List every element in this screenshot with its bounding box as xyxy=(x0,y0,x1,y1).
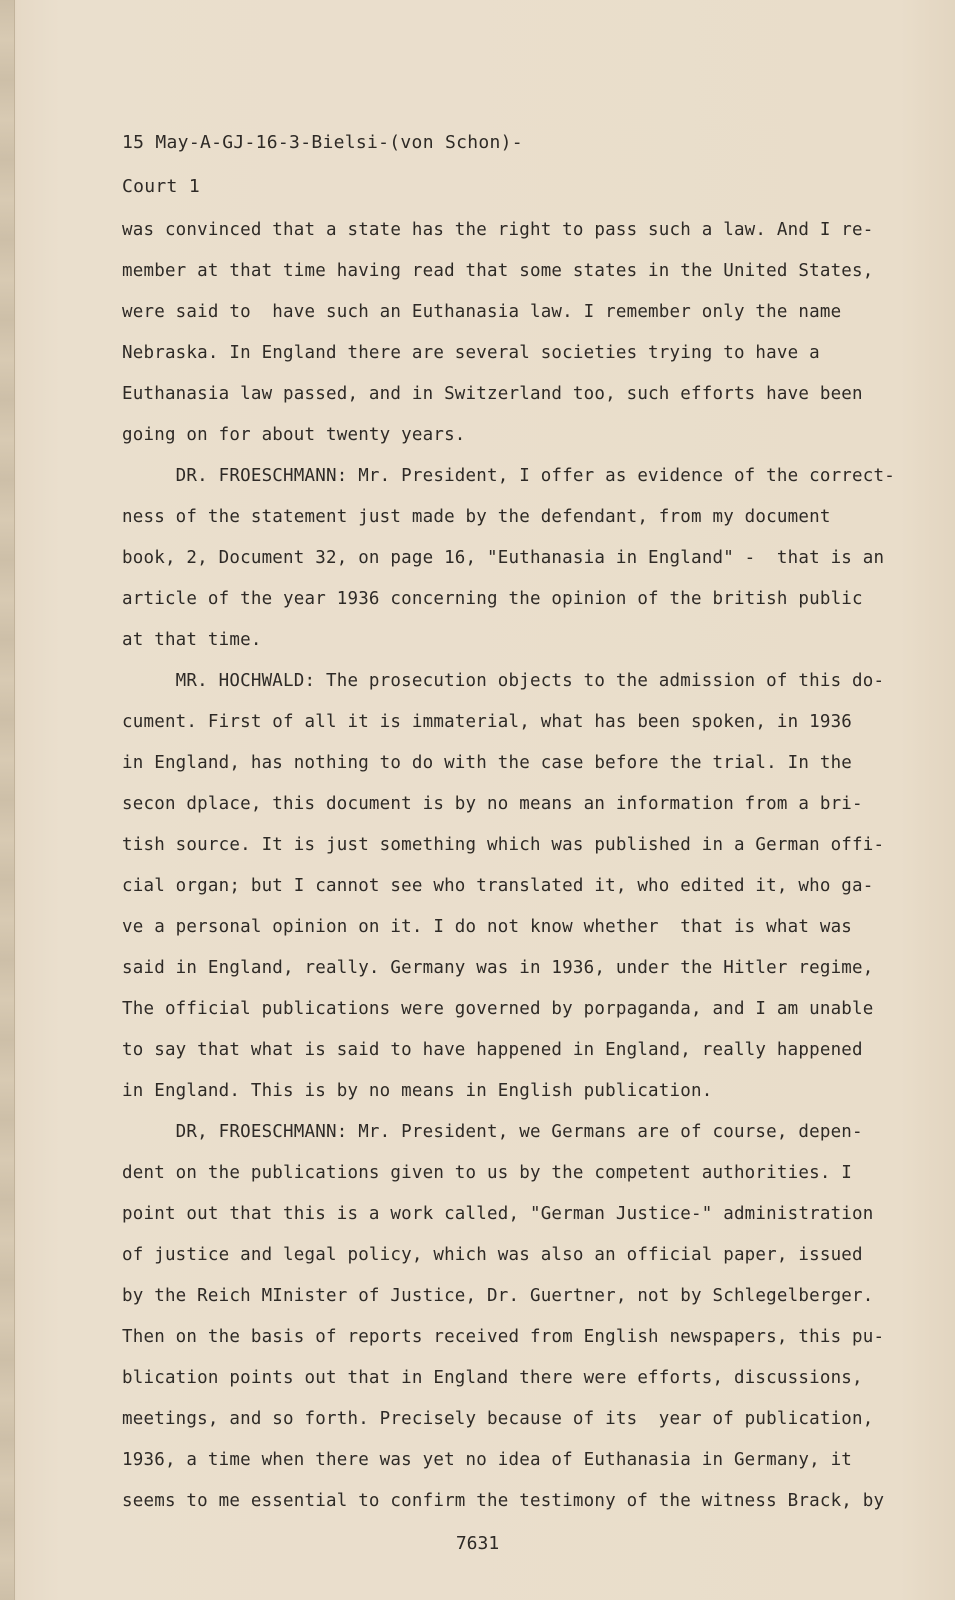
transcript-line: blication points out that in England there were efforts, discussions, xyxy=(122,1368,863,1388)
transcript-line: to say that what is said to have happened in England, really happened xyxy=(122,1040,863,1060)
transcript-line: of justice and legal policy, which was also an official paper, issued xyxy=(122,1245,863,1265)
transcript-line: book, 2, Document 32, on page 16, "Euthanasia in England" - that is an xyxy=(122,548,885,568)
transcript-line: cial organ; but I cannot see who translated it, who edited it, who ga- xyxy=(122,876,874,896)
transcript-line: in England, has nothing to do with the case before the trial. In the xyxy=(122,753,853,773)
transcript-line: by the Reich MInister of Justice, Dr. Guertner, not by Schlegelberger. xyxy=(122,1286,874,1306)
transcript-line: member at that time having read that some states in the United States, xyxy=(122,261,874,281)
transcript-line: MR. HOCHWALD: The prosecution objects to the admission of this do- xyxy=(122,671,885,691)
transcript-line: The official publications were governed by porpaganda, and I am unable xyxy=(122,999,874,1019)
transcript-line: going on for about twenty years. xyxy=(122,425,466,445)
transcript-body xyxy=(122,210,895,1522)
transcript-line: Nebraska. In England there are several societies trying to have a xyxy=(122,343,820,363)
transcript-line: DR, FROESCHMANN: Mr. President, we Germans are of course, depen- xyxy=(122,1122,863,1142)
transcript-line: article of the year 1936 concerning the opinion of the british public xyxy=(122,589,863,609)
transcript-line: ve a personal opinion on it. I do not know whether that is what was xyxy=(122,917,853,937)
transcript-line: said in England, really. Germany was in 1936, under the Hitler regime, xyxy=(122,958,874,978)
transcript-line: seems to me essential to confirm the testimony of the witness Brack, by xyxy=(122,1491,885,1511)
transcript-line: at that time. xyxy=(122,630,262,650)
transcript-line: ness of the statement just made by the defendant, from my document xyxy=(122,507,831,527)
transcript-line: Euthanasia law passed, and in Switzerland too, such efforts have been xyxy=(122,384,863,404)
transcript-line: was convinced that a state has the right to pass such a law. And I re- xyxy=(122,220,874,240)
transcript-line: 1936, a time when there was yet no idea of Euthanasia in Germany, it xyxy=(122,1450,853,1470)
court-label: Court 1 xyxy=(122,176,200,197)
transcript-line: Then on the basis of reports received from English newspapers, this pu- xyxy=(122,1327,885,1347)
document-reference: 15 May-A-GJ-16-3-Bielsi-(von Schon)- xyxy=(122,132,523,153)
transcript-line: were said to have such an Euthanasia law. I remember only the name xyxy=(122,302,842,322)
transcript-line: tish source. It is just something which was published in a German offi- xyxy=(122,835,885,855)
transcript-line: cument. First of all it is immaterial, what has been spoken, in 1936 xyxy=(122,712,853,732)
page-binding-edge xyxy=(0,0,15,1600)
page-number: 7631 xyxy=(455,1533,500,1554)
transcript-line: dent on the publications given to us by the competent authorities. I xyxy=(122,1163,853,1183)
transcript-line: in England. This is by no means in English publication. xyxy=(122,1081,713,1101)
transcript-line: secon dplace, this document is by no means an information from a bri- xyxy=(122,794,863,814)
transcript-line: DR. FROESCHMANN: Mr. President, I offer as evidence of the correct- xyxy=(122,466,895,486)
transcript-line: point out that this is a work called, "German Justice-" administration xyxy=(122,1204,874,1224)
transcript-line: meetings, and so forth. Precisely because of its year of publication, xyxy=(122,1409,874,1429)
